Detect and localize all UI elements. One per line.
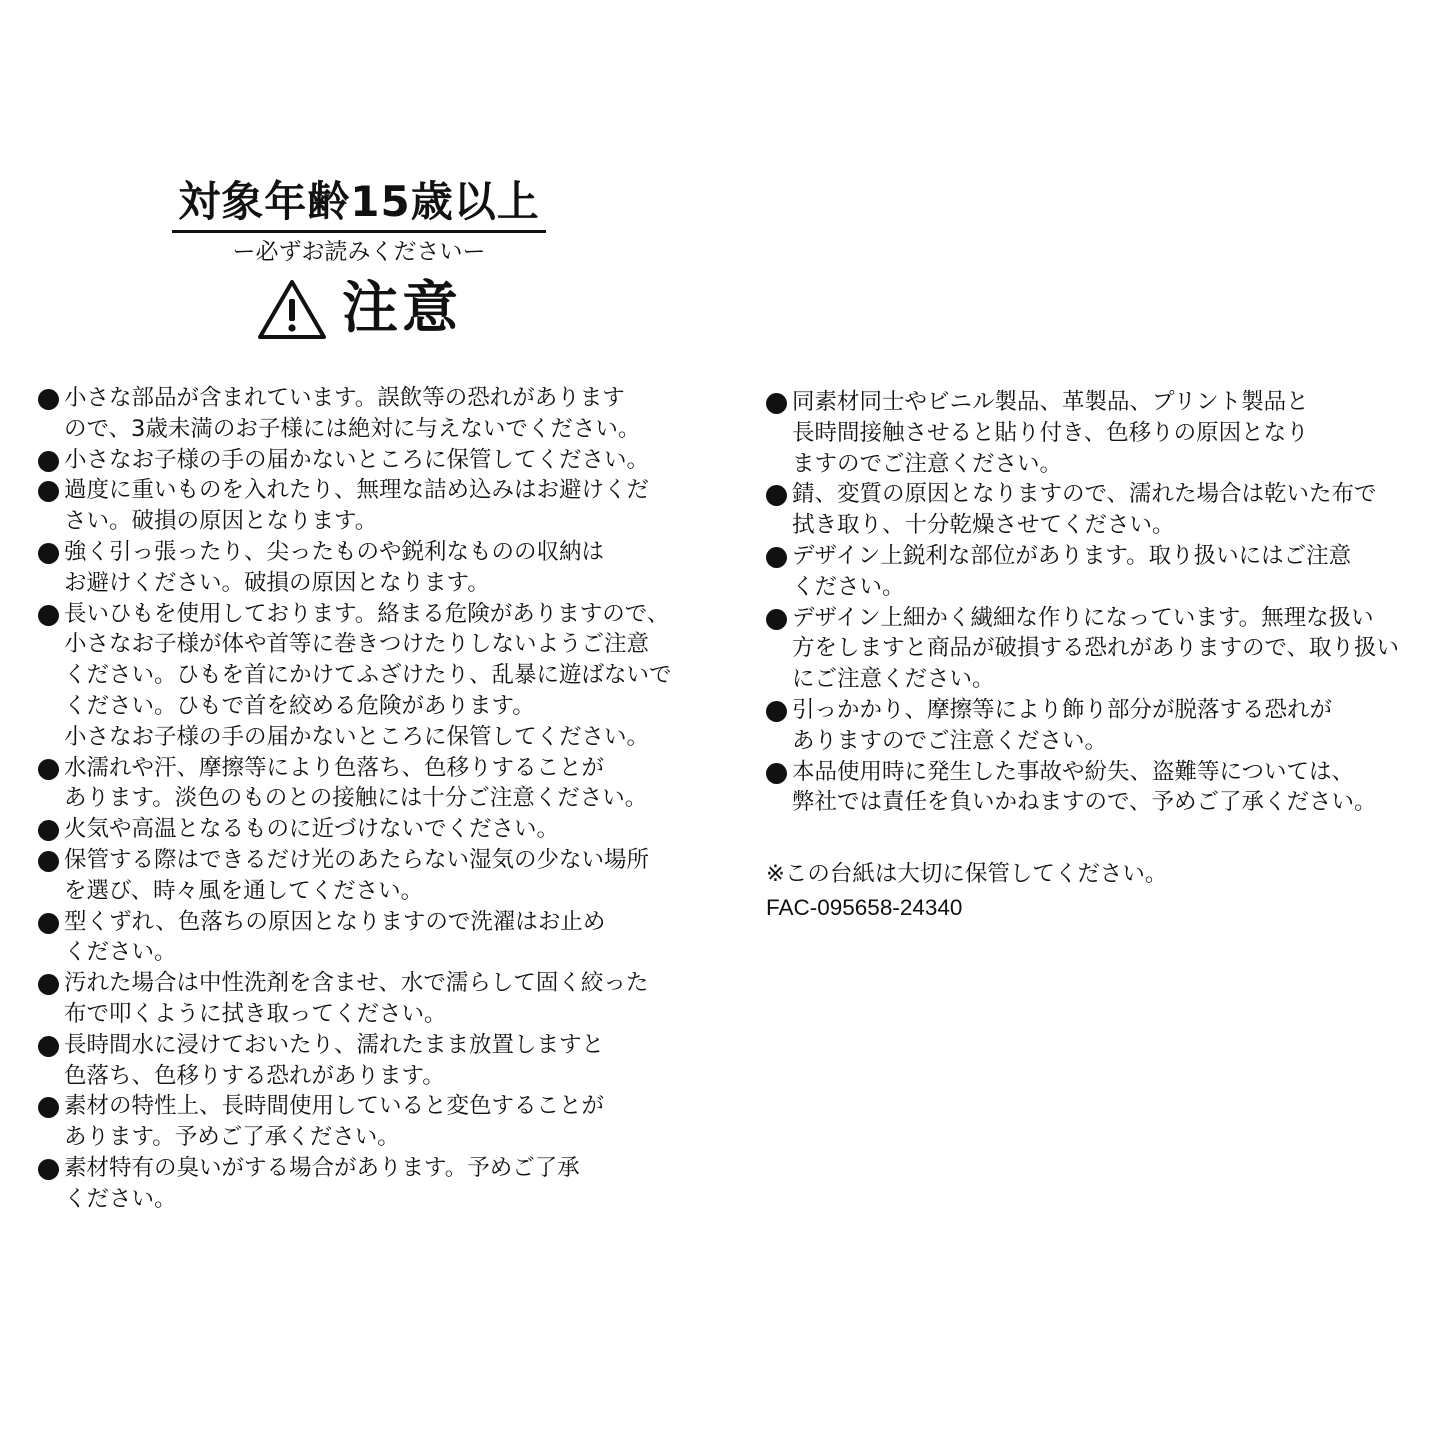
list-item <box>38 383 718 445</box>
list-item <box>766 541 1432 603</box>
bullet-icon <box>766 763 787 784</box>
bullet-icon <box>766 485 787 506</box>
product-code: FAC-095658-24340 <box>766 895 963 920</box>
list-item-text: 型くずれ、色落ちの原因となりますので洗濯はお止め ください。 <box>64 908 606 966</box>
list-item <box>766 479 1432 541</box>
header <box>172 176 546 343</box>
bullet-icon <box>38 389 59 410</box>
bullet-icon <box>38 820 59 841</box>
list-item <box>38 968 718 1030</box>
list-item-text: 本品使用時に発生した事故や紛失、盗難等については、 弊社では責任を負いかねますので、予めご了承ください。 <box>792 758 1377 816</box>
bullet-icon <box>766 609 787 630</box>
bullet-icon <box>766 393 787 414</box>
list-item-text: 錆、変質の原因となりますので、濡れた場合は乾いた布で 拭き取り、十分乾燥させてください。 <box>792 481 1377 539</box>
list-item-text: 長いひもを使用しております。絡まる危険がありますので、 小さなお子様が体や首等に巻きつけたりしないようご注意 ください。ひもを首にかけてふざけたり、乱暴に遊ばないで ください。ひもで首を絞める危険があります。 小さなお子様の手の届かないところに保管してください。 <box>64 600 672 750</box>
list-item <box>766 387 1432 479</box>
list-item-text: 過度に重いものを入れたり、無理な詰め込みはお避けくだ さい。破損の原因となります。 <box>64 477 650 535</box>
caution-list-right <box>766 387 1432 818</box>
storage-footnote: ※この台紙は大切に保管してください。 <box>766 861 1168 887</box>
list-item-text: 水濡れや汗、摩擦等により色落ち、色移りすることが あります。淡色のものとの接触には十分ご注意ください。 <box>64 754 648 812</box>
list-item-text: 素材特有の臭いがする場合があります。予めご了承 ください。 <box>64 1154 580 1212</box>
caution-label: 注意 <box>342 276 462 341</box>
bullet-icon <box>38 1159 59 1180</box>
list-item-text: 引っかかり、摩擦等により飾り部分が脱落する恐れが ありますのでご注意ください。 <box>792 696 1333 754</box>
list-item <box>38 1030 718 1092</box>
list-item-text: 強く引っ張ったり、尖ったものや鋭利なものの収納は お避けください。破損の原因となります。 <box>64 538 605 596</box>
bullet-icon <box>766 701 787 722</box>
list-item-text: 火気や高温となるものに近づけないでください。 <box>64 816 560 843</box>
list-item <box>766 603 1432 695</box>
list-item-text: 汚れた場合は中性洗剤を含ませ、水で濡らして固く絞った 布で叩くように拭き取ってください。 <box>64 970 649 1027</box>
bullet-icon <box>38 481 59 502</box>
list-item <box>38 753 718 815</box>
list-item <box>766 695 1432 757</box>
bullet-icon <box>38 759 59 780</box>
bullet-icon <box>38 913 59 934</box>
bullet-icon <box>38 543 59 564</box>
caution-heading <box>172 275 546 343</box>
list-item <box>38 1091 718 1153</box>
read-notice: ー必ずお読みくださいー <box>232 239 486 265</box>
list-item-text: 小さなお子様の手の届かないところに保管してください。 <box>64 446 650 473</box>
bullet-icon <box>38 1036 59 1057</box>
list-item-text: 長時間水に浸けておいたり、濡れたまま放置しますと 色落ち、色移りする恐れがあります。 <box>64 1031 605 1089</box>
age-restriction-title: 対象年齢15歳以上 <box>172 176 546 233</box>
list-item <box>766 757 1432 819</box>
warning-triangle-icon <box>256 277 328 341</box>
list-item-text: 小さな部品が含まれています。誤飲等の恐れがあります ので、3歳未満のお子様には絶対に与えないでください。 <box>64 385 641 442</box>
list-item-text: 素材の特性上、長時間使用していると変色することが あります。予めご了承ください。 <box>64 1093 605 1151</box>
bullet-icon <box>38 1097 59 1118</box>
bullet-icon <box>38 974 59 995</box>
bullet-icon <box>38 605 59 626</box>
list-item <box>38 537 718 599</box>
list-item-text: デザイン上鋭利な部位があります。取り扱いにはご注意 ください。 <box>792 542 1352 600</box>
list-item <box>38 814 718 845</box>
list-item <box>38 599 718 753</box>
list-item <box>38 845 718 907</box>
list-item <box>38 475 718 537</box>
list-item-text: 保管する際はできるだけ光のあたらない湿気の少ない場所 を選び、時々風を通してください。 <box>64 846 650 904</box>
bullet-icon <box>38 451 59 472</box>
list-item-text: デザイン上細かく繊細な作りになっています。無理な扱い 方をしますと商品が破損する恐れがありますので、取り扱い にご注意ください。 <box>792 604 1400 693</box>
bullet-icon <box>38 851 59 872</box>
list-item <box>38 1153 718 1215</box>
list-item <box>38 445 718 476</box>
caution-list-left <box>38 383 718 1215</box>
bullet-icon <box>766 547 787 568</box>
list-item-text: 同素材同士やビニル製品、革製品、プリント製品と 長時間接触させると貼り付き、色移りの原因となり ますのでご注意ください。 <box>792 389 1309 477</box>
list-item <box>38 907 718 969</box>
